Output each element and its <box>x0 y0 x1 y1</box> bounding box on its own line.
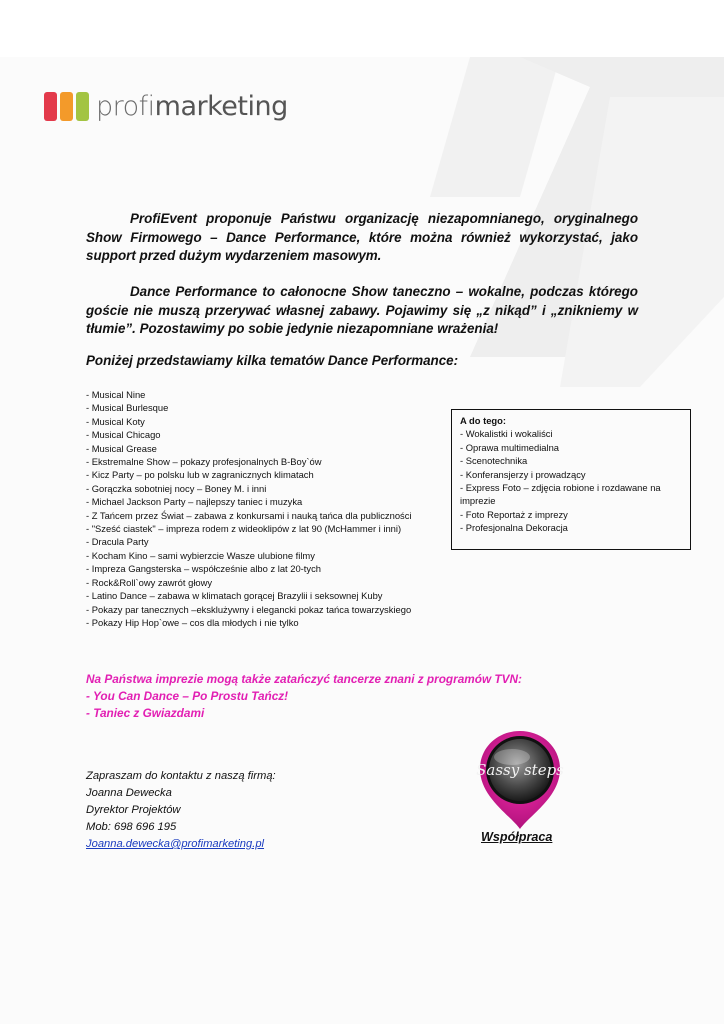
list-item: - Scenotechnika <box>460 455 528 467</box>
list-item: - Musical Nine <box>86 389 146 400</box>
logo-mark <box>44 92 89 121</box>
list-item: - Foto Reportaż z imprezy <box>460 508 568 520</box>
tvn-dancers-section <box>86 671 522 722</box>
tvn-line-1: Na Państwa imprezie mogą także zatańczyć tancerze znani z programów TVN: <box>86 672 522 686</box>
list-item: - Kicz Party – po polsku lub w zagranicznych klimatach <box>86 469 314 481</box>
intro-paragraph-1-text: ProfiEvent proponuje Państwu organizację niezapomnianego, oryginalnego Show Firmowego – Dance Performance, które można również wykorzystać, jako support przed dużym wydarzeniem masowym. <box>86 211 638 264</box>
list-item: - Michael Jackson Party – najlepszy taniec i muzyka <box>86 496 303 508</box>
contact-email-link[interactable]: Joanna.dewecka@profimarketing.pl <box>86 838 265 850</box>
list-item: - Z Tańcem przez Świat – zabawa z konkursami i nauką tańca dla publiczności <box>86 509 412 521</box>
intro-paragraph-2-text: Dance Performance to całonocne Show taneczno – wokalne, podczas którego goście nie muszą przerywać własnej zabawy. Pojawimy się „z nikąd” i „znikniemy w tłumie”. Pozostawimy po sobie jedynie niezapomniane wrażenia! <box>86 284 638 337</box>
list-item: - Pokazy Hip Hop`owe – cos dla młodych i nie tylko <box>86 616 299 628</box>
logo-square-green <box>76 92 89 121</box>
list-item: - Express Foto – zdjęcia robione i rozdawane na imprezie <box>460 482 661 507</box>
sassy-steps-logo-text: Sassy steps <box>476 761 564 779</box>
list-item: - Impreza Gangsterska – współcześnie albo z lat 20-tych <box>86 563 322 575</box>
extras-box-title: A do tego: <box>460 415 506 426</box>
list-item: - Rock&Roll`owy zawrót głowy <box>86 576 213 588</box>
list-item: - Gorączka sobotniej nocy – Boney M. i inni <box>86 482 267 494</box>
contact-intro: Zapraszam do kontaktu z naszą firmą: <box>86 770 276 782</box>
list-item: - Dracula Party <box>86 536 149 548</box>
contact-role: Dyrektor Projektów <box>86 804 181 816</box>
list-item: - Wokalistki i wokaliści <box>460 428 553 440</box>
list-item: - Musical Grease <box>86 442 157 454</box>
list-item: - Konferansjerzy i prowadzący <box>460 468 586 480</box>
contact-block <box>86 768 276 853</box>
list-item: - Pokazy par tanecznych –eksklużywny i elegancki pokaz tańca towarzyskiego <box>86 603 412 615</box>
list-item: - Profesjonalna Dekoracja <box>460 522 568 534</box>
list-item: - Oprawa multimedialna <box>460 441 559 453</box>
contact-name: Joanna Dewecka <box>86 787 172 799</box>
tvn-line-3: - Taniec z Gwiazdami <box>86 706 205 720</box>
sassy-steps-logo <box>462 715 578 835</box>
extras-list <box>460 427 682 534</box>
logo-square-red <box>44 92 57 121</box>
list-item: - Ekstremalne Show – pokazy profesjonalnych B-Boy`ów <box>86 456 322 468</box>
list-item: - Latino Dance – zabawa w klimatach gorącej Brazylii i seksownej Kuby <box>86 590 383 602</box>
list-item: - Musical Burlesque <box>86 402 169 414</box>
extras-box <box>451 409 691 550</box>
themes-list <box>86 388 412 629</box>
intro-paragraph-1 <box>86 210 638 266</box>
profimarketing-logo <box>44 90 288 122</box>
list-item: - Musical Koty <box>86 415 145 427</box>
intro-paragraph-2 <box>86 283 638 339</box>
list-item: - Musical Chicago <box>86 429 161 441</box>
logo-square-orange <box>60 92 73 121</box>
logo-text-bold: marketing <box>154 90 288 122</box>
logo-text-light: profi <box>96 90 155 122</box>
list-item: - "Sześć ciastek" – impreza rodem z wideoklipów z lat 90 (McHammer i inni) <box>86 523 402 535</box>
tvn-line-2: - You Can Dance – Po Prostu Tańcz! <box>86 689 289 703</box>
list-item: - Kocham Kino – sami wybierzcie Wasze ulubione filmy <box>86 549 315 561</box>
themes-heading: Poniżej przedstawiamy kilka tematów Dance Performance: <box>86 353 459 368</box>
cooperation-label: Współpraca <box>481 830 553 844</box>
logo-wordmark <box>96 91 288 122</box>
contact-phone: Mob: 698 696 195 <box>86 821 177 833</box>
